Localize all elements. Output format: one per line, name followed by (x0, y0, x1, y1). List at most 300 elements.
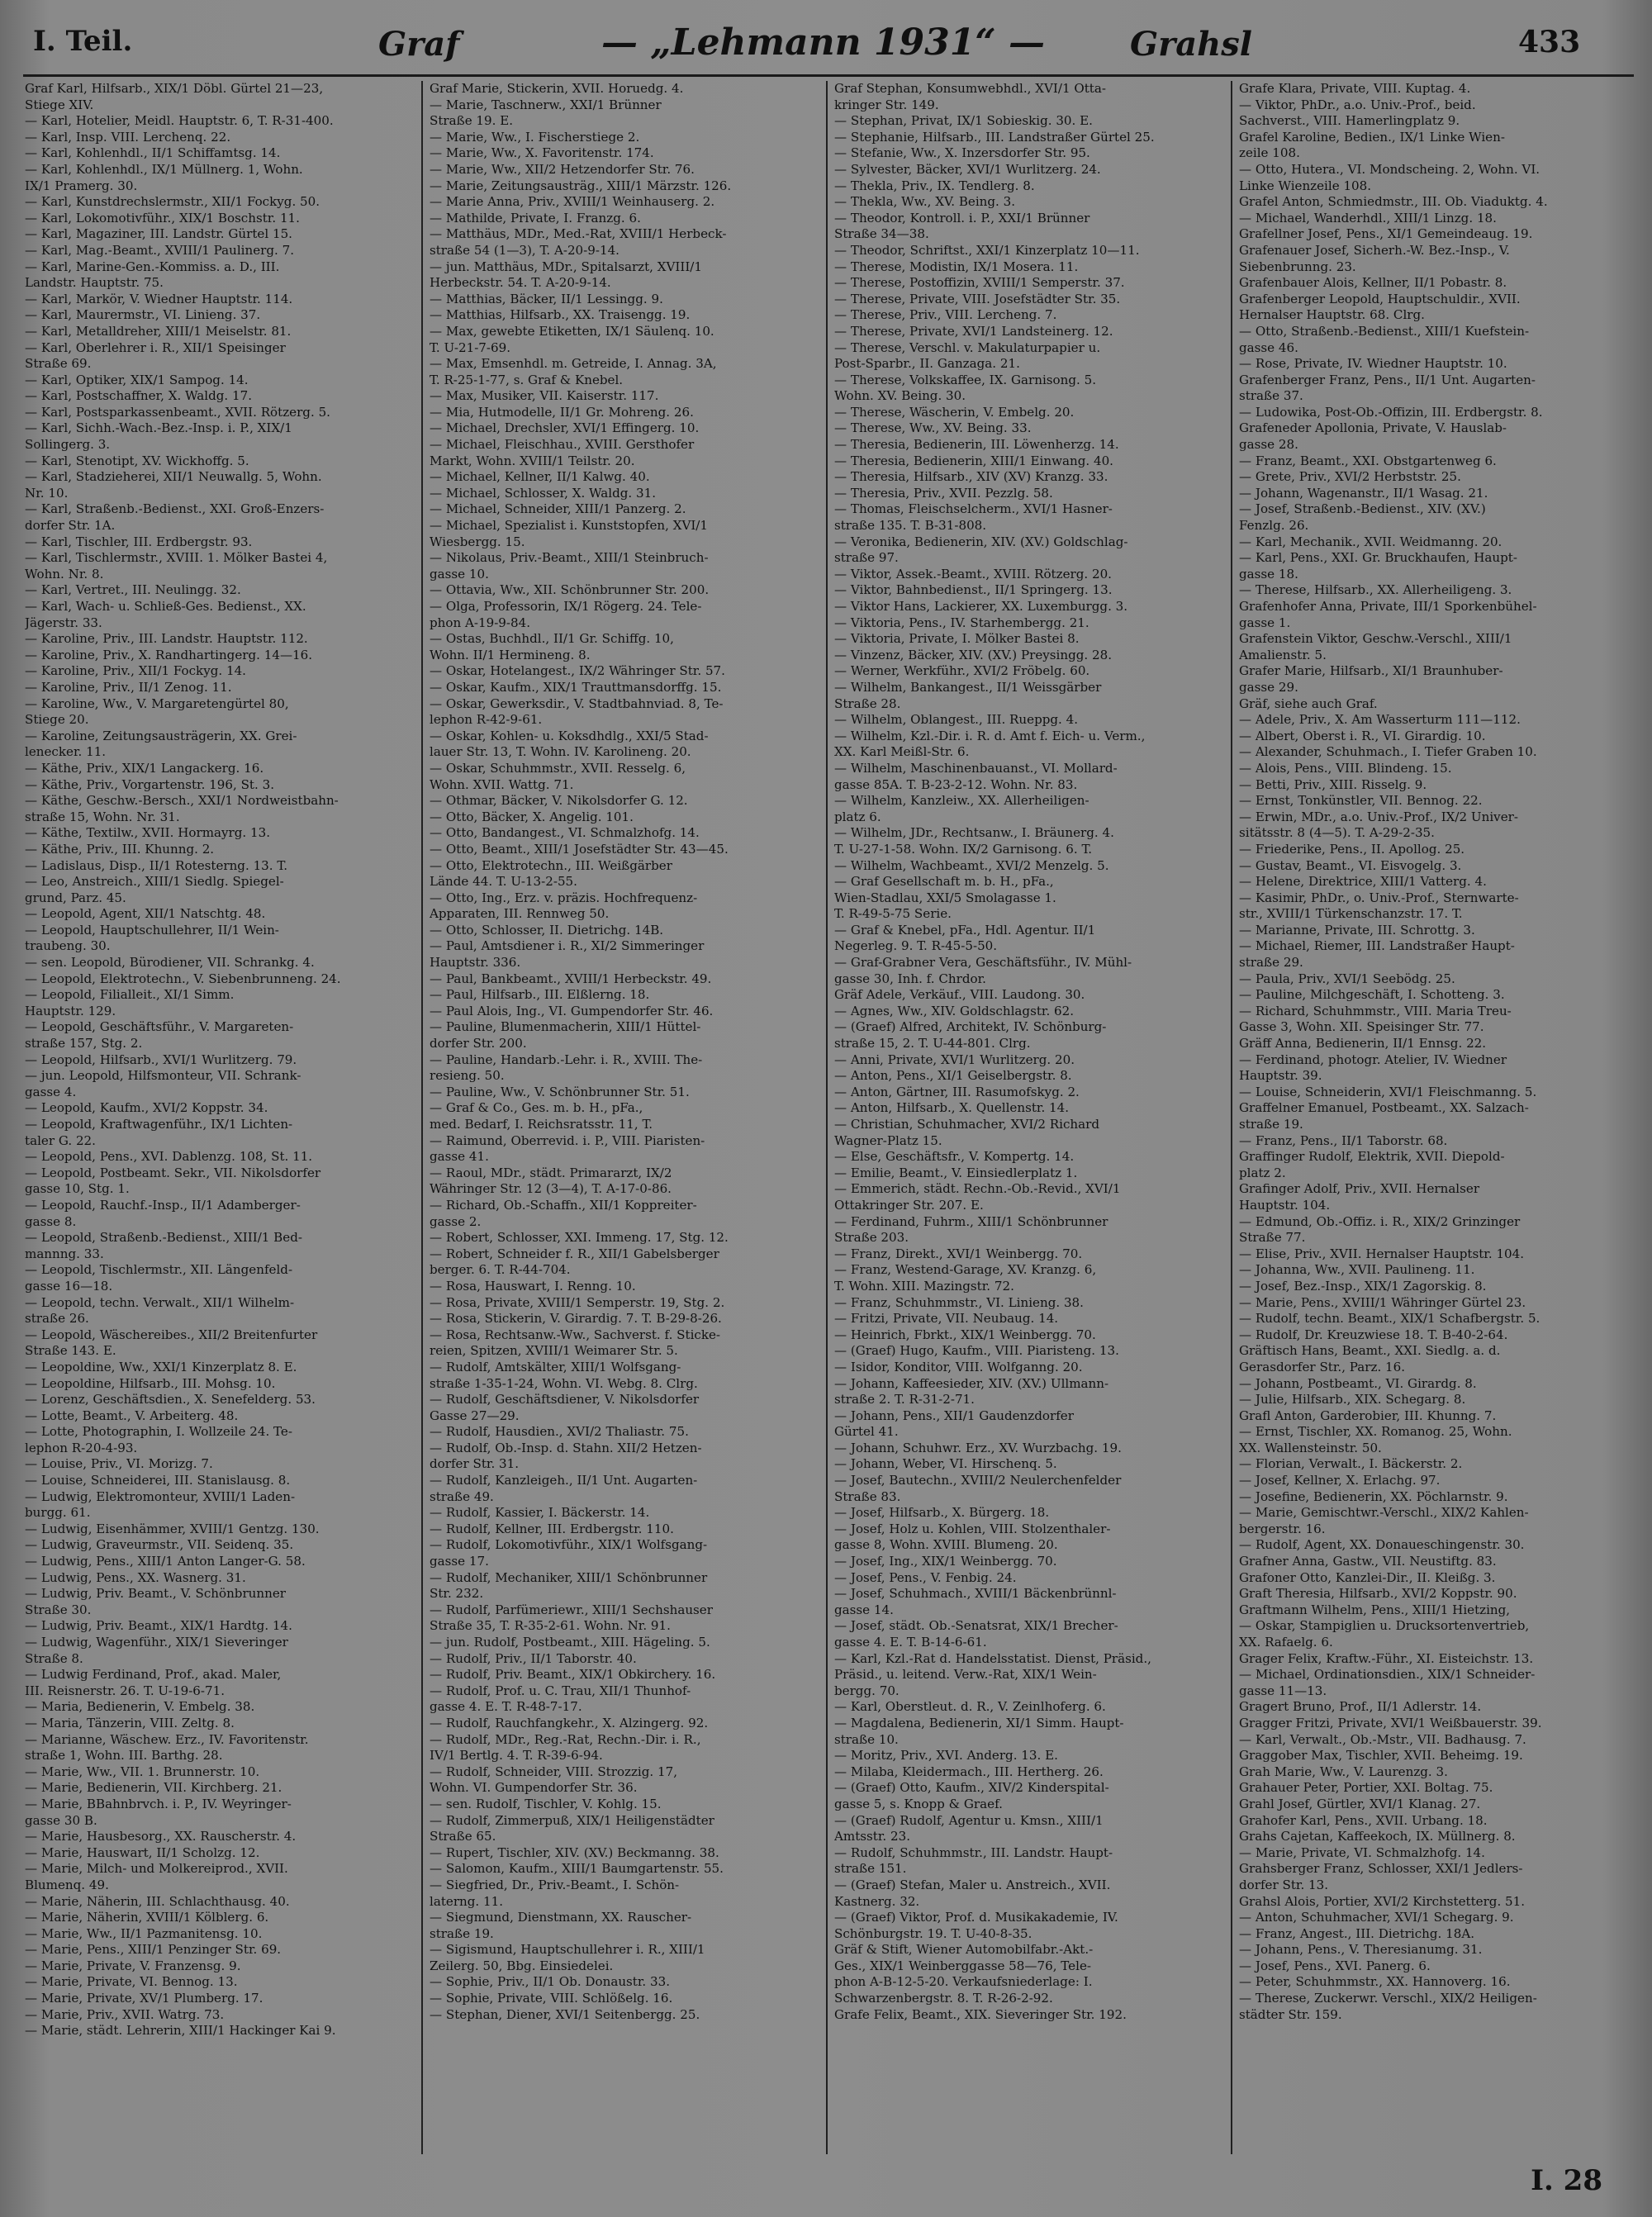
directory-entry-line: Gragger Fritzi, Private, XVI/1 Weißbauerstr. 39. (1239, 1715, 1542, 1730)
directory-entry-line: straße 135. T. B-31-808. (834, 518, 987, 534)
directory-entry-line: Jägerstr. 33. (25, 615, 102, 630)
directory-entry-line: — Karl, Kohlenhdl., IX/1 Müllnerg. 1, Wohn. (25, 161, 303, 177)
directory-entry-line: — Ottavia, Ww., XII. Schönbrunner Str. 200. (430, 582, 710, 598)
directory-entry-line: — (Graef) Hugo, Kaufm., VIII. Piaristeng. 13. (834, 1343, 1119, 1359)
directory-entry-line: Zeilerg. 50, Bbg. Einsiedelei. (430, 1958, 614, 1973)
directory-entry-line: — Rudolf, techn. Beamt., XIX/1 Schafbergstr. 5. (1239, 1311, 1540, 1327)
directory-entry-line: — Karl, Marine-Gen.-Kommiss. a. D., III. (25, 259, 280, 274)
directory-entry-line: — Oskar, Kaufm., XIX/1 Trauttmansdorffg. 15. (430, 679, 722, 695)
directory-entry-line: Wohn. Nr. 8. (25, 566, 104, 582)
directory-entry-line: — Karl, Sichh.-Wach.-Bez.-Insp. i. P., XIX/1 (25, 420, 292, 436)
directory-entry-line: — Karl, Kohlenhdl., II/1 Schiffamtsg. 14. (25, 145, 281, 161)
directory-entry-line: XX. Karl Meißl-Str. 6. (834, 744, 970, 760)
directory-entry-line: — Ludwig, Elektromonteur, XVIII/1 Laden- (25, 1488, 296, 1504)
directory-entry-line: Graftmann Wilhelm, Pens., XIII/1 Hietzing, (1239, 1602, 1511, 1617)
directory-entry-line: — Marie, Private, VI. Schmalzhofg. 14. (1239, 1844, 1485, 1860)
directory-entry-line: — Therese, Ww., XV. Being. 33. (834, 420, 1032, 436)
directory-entry-line: — Leopold, Postbeamt. Sekr., VII. Nikolsdorfer (25, 1165, 321, 1180)
directory-entry-line: — Karoline, Ww., V. Margaretengürtel 80, (25, 695, 289, 711)
directory-entry-line: T. R-25-1-77, s. Graf & Knebel. (430, 372, 624, 387)
directory-entry-line: — Käthe, Textilw., XVII. Hormayrg. 13. (25, 825, 271, 841)
directory-entry-line: — Leopoldine, Ww., XXI/1 Kinzerplatz 8. E. (25, 1359, 297, 1374)
directory-entry-line: — Graf Gesellschaft m. b. H., pFa., (834, 874, 1054, 890)
directory-entry-line: Grafenauer Josef, Sicherh.-W. Bez.-Insp., V. (1239, 242, 1510, 258)
directory-entry-line: straße 10. (834, 1731, 899, 1747)
directory-entry-line: straße 29. (1239, 955, 1303, 971)
directory-entry-line: Grafl Anton, Garderobier, III. Khunng. 7. (1239, 1408, 1497, 1423)
directory-entry-line: — Rudolf, Priv., II/1 Taborstr. 40. (430, 1650, 637, 1666)
directory-entry-line: — Werner, Werkführ., XVI/2 Fröbelg. 60. (834, 663, 1090, 679)
directory-entry-line: Wohn. XVII. Wattg. 71. (430, 776, 574, 792)
directory-entry-line: — Leopold, techn. Verwalt., XII/1 Wilhelm- (25, 1294, 295, 1310)
directory-entry-line: Post-Sparbr., II. Ganzaga. 21. (834, 356, 1020, 372)
directory-entry-line: — jun. Matthäus, MDr., Spitalsarzt, XVIII/1 (430, 259, 702, 274)
directory-entry-line: — Leopold, Wäschereibes., XII/2 Breitenfurter (25, 1327, 318, 1342)
directory-entry-line: — Anton, Pens., XI/1 Geiselbergstr. 8. (834, 1068, 1072, 1084)
directory-entry-line: — Maria, Bedienerin, V. Embelg. 38. (25, 1699, 255, 1715)
directory-entry-line: Grafinger Adolf, Priv., XVII. Hernalser (1239, 1181, 1480, 1197)
directory-entry-line: gasse 46. (1239, 339, 1298, 355)
directory-entry-line: — Michael, Ordinationsdien., XIX/1 Schneider- (1239, 1667, 1536, 1683)
directory-entry-line: straße 19. (1239, 1117, 1303, 1132)
column-2 (430, 81, 819, 2154)
directory-entry-line: — Paul, Bankbeamt., XVIII/1 Herbeckstr. 49. (430, 971, 712, 986)
directory-entry-line: — Karl, Oberstleut. d. R., V. Zeinlhoferg. 6. (834, 1699, 1106, 1715)
directory-entry-line: — Marie, Näherin, III. Schlachthausg. 40. (25, 1893, 290, 1909)
directory-entry-line: Straße 143. E. (25, 1343, 116, 1359)
directory-entry-line: straße 37. (1239, 388, 1303, 404)
directory-entry-line: Straße 83. (834, 1488, 901, 1504)
directory-entry-line: Straße 28. (834, 695, 901, 711)
directory-entry-line: — Emmerich, städt. Rechn.-Ob.-Revid., XVI/1 (834, 1181, 1121, 1197)
directory-entry-line: — Karl, Postschaffner, X. Waldg. 17. (25, 388, 252, 404)
directory-entry-line: T. R-49-5-75 Serie. (834, 906, 952, 922)
directory-entry-line: — Oskar, Schuhmmstr., XVII. Resselg. 6, (430, 760, 686, 776)
directory-entry-line: Lände 44. T. U-13-2-55. (430, 874, 577, 890)
directory-entry-line: — Marie, Private, XV/1 Plumberg. 17. (25, 1991, 263, 2006)
directory-entry-line: Grafe Felix, Beamt., XIX. Sieveringer Str. 192. (834, 2006, 1127, 2022)
directory-entry-line: — Rudolf, Agent, XX. Donaueschingenstr. 30. (1239, 1537, 1525, 1553)
directory-entry-line: — Otto, Beamt., XIII/1 Josefstädter Str. 43—45. (430, 841, 729, 857)
directory-entry-line: — Rudolf, Geschäftsdiener, V. Nikolsdorfer (430, 1392, 700, 1408)
directory-entry-line: Grahs Cajetan, Kaffeekoch, IX. Müllnerg. 8. (1239, 1829, 1516, 1844)
directory-entry-line: bergg. 70. (834, 1683, 900, 1698)
directory-entry-line: — Leopold, Elektrotechn., V. Siebenbrunneng. 24. (25, 971, 341, 986)
directory-entry-line: gasse 8. (25, 1213, 77, 1229)
directory-entry-line: — Karl, Straßenb.-Bedienst., XXI. Groß-Enzers- (25, 501, 325, 517)
directory-entry-line: — Louise, Schneiderin, XVI/1 Fleischmanng. 5. (1239, 1084, 1537, 1099)
directory-entry-line: straße 2. T. R-31-2-71. (834, 1392, 975, 1408)
directory-entry-line: Kastnerg. 32. (834, 1893, 920, 1909)
page-number: 433 (1518, 25, 1581, 59)
directory-entry-line: — Marie, Zeitungsausträg., XIII/1 Märzstr. 126. (430, 178, 732, 193)
directory-entry-line: — Leo, Anstreich., XIII/1 Siedlg. Spiegel- (25, 874, 284, 890)
directory-entry-line: Grafe Klara, Private, VIII. Kuptag. 4. (1239, 81, 1471, 96)
directory-entry-line: — Friederike, Pens., II. Apollog. 25. (1239, 841, 1465, 857)
directory-entry-line: gasse 10, Stg. 1. (25, 1181, 130, 1197)
directory-entry-line: straße 1-35-1-24, Wohn. VI. Webg. 8. Clrg. (430, 1375, 698, 1391)
directory-entry-line: — Helene, Direktrice, XIII/1 Vatterg. 4. (1239, 874, 1487, 890)
directory-entry-line: Gasse 27—29. (430, 1408, 520, 1423)
directory-entry-line: — Siegfried, Dr., Priv.-Beamt., I. Schön- (430, 1877, 680, 1892)
directory-entry-line: — Otto, Straßenb.-Bedienst., XIII/1 Kuefstein- (1239, 323, 1530, 339)
directory-entry-line: gasse 17. (430, 1554, 489, 1569)
directory-entry-line: Grafenberger Leopold, Hauptschuldir., XVII. (1239, 291, 1521, 306)
directory-entry-line: — Leopold, Filialleit., XI/1 Simm. (25, 987, 235, 1003)
directory-entry-line: — Wilhelm, Kzl.-Dir. i. R. d. Amt f. Eich- u. Verm., (834, 728, 1146, 743)
directory-entry-line: — Josef, Kellner, X. Erlachg. 97. (1239, 1473, 1441, 1488)
directory-entry-line: — Marie, Private, VI. Bennog. 13. (25, 1974, 238, 1990)
directory-entry-line: — Franz, Angest., III. Dietrichg. 18A. (1239, 1925, 1475, 1941)
directory-entry-line: Sachverst., VIII. Hamerlingplatz 9. (1239, 113, 1460, 129)
directory-entry-line: — Michael, Kellner, II/1 Kalwg. 40. (430, 469, 650, 485)
directory-entry-line: resieng. 50. (430, 1068, 505, 1084)
directory-entry-line: — Pauline, Milchgeschäft, I. Schotteng. 3. (1239, 987, 1505, 1003)
directory-entry-line: — Rudolf, Schneider, VIII. Strozzig. 17, (430, 1764, 678, 1779)
directory-entry-line: — Matthias, Hilfsarb., XX. Traisengg. 19. (430, 307, 691, 323)
directory-entry-line: — Peter, Schuhmmstr., XX. Hannoverg. 16. (1239, 1974, 1511, 1990)
directory-entry-line: sitätsstr. 8 (4—5). T. A-29-2-35. (1239, 825, 1435, 841)
directory-entry-line: Str. 232. (430, 1586, 484, 1602)
directory-entry-line: — jun. Leopold, Hilfsmonteur, VII. Schrank- (25, 1068, 301, 1084)
directory-entry-line: straße 151. (834, 1861, 907, 1877)
directory-entry-line: — Rudolf, Kellner, III. Erdbergstr. 110. (430, 1521, 674, 1536)
directory-entry-line: — Rupert, Tischler, XIV. (XV.) Beckmanng. 38. (430, 1844, 719, 1860)
directory-entry-line: — Paul, Hilfsarb., III. Elßlerng. 18. (430, 987, 650, 1003)
directory-entry-line: bergerstr. 16. (1239, 1521, 1326, 1536)
directory-entry-line: — Oskar, Gewerksdir., V. Stadtbahnviad. 8, Te- (430, 695, 724, 711)
directory-entry-line: — Raoul, MDr., städt. Primararzt, IX/2 (430, 1165, 672, 1180)
directory-entry-line: — (Graef) Alfred, Architekt, IV. Schönburg- (834, 1019, 1107, 1035)
directory-entry-line: grund, Parz. 45. (25, 890, 126, 905)
directory-entry-line: Sollingerg. 3. (25, 437, 111, 453)
directory-entry-line: — Anton, Hilfsarb., X. Quellenstr. 14. (834, 1100, 1070, 1116)
directory-entry-line: — Theresia, Hilfsarb., XIV (XV) Kranzg. 33. (834, 469, 1108, 485)
directory-entry-line: — Theresia, Bedienerin, XIII/1 Einwang. 40. (834, 453, 1113, 468)
directory-entry-line: — Käthe, Priv., XIX/1 Langackerg. 16. (25, 760, 264, 776)
directory-entry-line: — Anni, Private, XVI/1 Wurlitzerg. 20. (834, 1052, 1075, 1067)
directory-entry-line: — Wilhelm, Oblangest., III. Rueppg. 4. (834, 712, 1079, 728)
directory-entry-line: — Christian, Schuhmacher, XVI/2 Richard (834, 1117, 1100, 1132)
directory-entry-line: — Otto, Schlosser, II. Dietrichg. 14B. (430, 922, 664, 938)
column-1 (25, 81, 415, 2154)
directory-entry-line: — Viktor, PhDr., a.o. Univ.-Prof., beid. (1239, 97, 1476, 112)
directory-entry-line: — Rudolf, Hausdien., XVI/2 Thaliastr. 75. (430, 1424, 689, 1440)
directory-entry-line: — Thomas, Fleischselcherm., XVI/1 Hasner- (834, 501, 1113, 517)
directory-entry-line: — Johann, Wagenanstr., II/1 Wasag. 21. (1239, 485, 1488, 501)
directory-entry-line: — Franz, Schuhmmstr., VI. Linieng. 38. (834, 1294, 1084, 1310)
directory-entry-line: Ges., XIX/1 Weinberggasse 58—76, Tele- (834, 1958, 1091, 1973)
directory-entry-line: — Marianne, Wäschew. Erz., IV. Favoritenstr. (25, 1731, 309, 1747)
directory-entry-line: Grahofer Karl, Pens., XVII. Urbang. 18. (1239, 1812, 1488, 1828)
directory-entry-line: — Karoline, Zeitungsausträgerin, XX. Grei- (25, 728, 297, 743)
directory-entry-line: — Betti, Priv., XIII. Risselg. 9. (1239, 776, 1427, 792)
directory-entry-line: — Therese, Wäscherin, V. Embelg. 20. (834, 404, 1075, 420)
directory-entry-line: Herbeckstr. 54. T. A-20-9-14. (430, 275, 611, 291)
directory-entry-line: — Wilhelm, JDr., Rechtsanw., I. Bräunerg. 4. (834, 825, 1114, 841)
directory-entry-line: — Marie Anna, Priv., XVIII/1 Weinhauserg. 2. (430, 194, 715, 210)
directory-entry-line: — Vinzenz, Bäcker, XIV. (XV.) Preysingg. 28. (834, 647, 1112, 662)
directory-entry-line: — Karl, Verwalt., Ob.-Mstr., VII. Badhausg. 7. (1239, 1731, 1526, 1747)
directory-entry-line: phon A-B-12-5-20. Verkaufsniederlage: I. (834, 1974, 1093, 1990)
directory-entry-line: — Sylvester, Bäcker, XVI/1 Wurlitzerg. 24. (834, 161, 1101, 177)
directory-entry-line: — Nikolaus, Priv.-Beamt., XIII/1 Steinbruch- (430, 550, 709, 566)
directory-entry-line: Fenzlg. 26. (1239, 518, 1309, 534)
directory-entry-line: Wohn. VI. Gumpendorfer Str. 36. (430, 1780, 638, 1796)
directory-entry-line: — Rosa, Private, XVIII/1 Semperstr. 19, Stg. 2. (430, 1294, 725, 1310)
directory-entry-line: — Ladislaus, Disp., II/1 Rotesterng. 13. T. (25, 857, 288, 873)
directory-entry-line: — Ferdinand, photogr. Atelier, IV. Wiedner (1239, 1052, 1507, 1067)
directory-entry-line: Gräf & Stift, Wiener Automobilfabr.-Akt.- (834, 1942, 1094, 1958)
directory-entry-line: Amalienstr. 5. (1239, 647, 1327, 662)
directory-entry-line: platz 2. (1239, 1165, 1286, 1180)
directory-entry-line: — Marie, Bedienerin, VII. Kirchberg. 21. (25, 1780, 282, 1796)
directory-entry-line: — Mia, Hutmodelle, II/1 Gr. Mohreng. 26. (430, 404, 694, 420)
directory-entry-line: mannng. 33. (25, 1246, 104, 1261)
directory-entry-line: Linke Wienzeile 108. (1239, 178, 1372, 193)
directory-entry-line: Graffelner Emanuel, Postbeamt., XX. Salzach- (1239, 1100, 1529, 1116)
directory-entry-line: Grafner Anna, Gastw., VII. Neustiftg. 83. (1239, 1554, 1497, 1569)
directory-entry-line: — Rudolf, Parfümeriewr., XIII/1 Sechshauser (430, 1602, 713, 1617)
directory-entry-line: — Theresia, Bedienerin, III. Löwenherzg. 14. (834, 437, 1119, 453)
directory-entry-line: — Leopold, Tischlermstr., XII. Längenfeld- (25, 1262, 293, 1278)
directory-entry-line: — Rudolf, Kassier, I. Bäckerstr. 14. (430, 1505, 650, 1521)
directory-entry-line: — Karl, Markör, V. Wiedner Hauptstr. 114. (25, 291, 293, 306)
directory-entry-line: — Sophie, Private, VIII. Schlößelg. 16. (430, 1991, 673, 2006)
directory-entry-line: — Louise, Schneiderei, III. Stanislausg. 8. (25, 1473, 291, 1488)
guide-word-first: Graf (378, 25, 460, 64)
directory-entry-line: — Franz, Westend-Garage, XV. Kranzg. 6, (834, 1262, 1097, 1278)
directory-entry-line: — Karl, Mechanik., XVII. Weidmanng. 20. (1239, 534, 1502, 549)
directory-entry-line: Graf Marie, Stickerin, XVII. Horuedg. 4. (430, 81, 684, 96)
directory-entry-line: — Theodor, Schriftst., XXI/1 Kinzerplatz 10—11. (834, 242, 1140, 258)
directory-entry-line: — Michael, Spezialist i. Kunststopfen, XVI/1 (430, 518, 708, 534)
directory-entry-line: — Franz, Pens., II/1 Taborstr. 68. (1239, 1132, 1448, 1148)
directory-entry-line: — Ernst, Tischler, XX. Romanog. 25, Wohn. (1239, 1424, 1512, 1440)
directory-entry-line: lauer Str. 13, T. Wohn. IV. Karolineng. 20. (430, 744, 691, 760)
directory-entry-line: — Leopold, Hilfsarb., XVI/1 Wurlitzerg. 79. (25, 1052, 297, 1067)
directory-entry-line: — Josef, städt. Ob.-Senatsrat, XIX/1 Brecher- (834, 1618, 1118, 1634)
directory-entry-line: — jun. Rudolf, Postbeamt., XIII. Hägeling. 5. (430, 1635, 710, 1650)
directory-entry-line: — Marie, Pens., XIII/1 Penzinger Str. 69. (25, 1942, 282, 1958)
directory-entry-line: — Marie, Taschnerw., XXI/1 Brünner (430, 97, 662, 112)
directory-entry-line: Gräff Anna, Bedienerin, II/1 Ennsg. 22. (1239, 1036, 1487, 1052)
directory-entry-line: Ottakringer Str. 207. E. (834, 1197, 984, 1213)
directory-entry-line: — Leopoldine, Hilfsarb., III. Mohsg. 10. (25, 1375, 276, 1391)
directory-entry-line: — Karl, Maurermstr., VI. Linieng. 37. (25, 307, 261, 323)
directory-entry-line: — Marie, Ww., I. Fischerstiege 2. (430, 129, 640, 145)
directory-title: — „Lehmann 1931“ — (601, 21, 1046, 64)
directory-entry-line: — Robert, Schneider f. R., XII/1 Gabelsberger (430, 1246, 719, 1261)
directory-entry-line: straße 1, Wohn. III. Barthg. 28. (25, 1748, 223, 1764)
directory-entry-line: — Wilhelm, Kanzleiw., XX. Allerheiligen- (834, 793, 1089, 809)
directory-entry-line: — Josef, Pens., V. Fenbig. 24. (834, 1569, 1017, 1585)
directory-entry-line: — Karoline, Priv., III. Landstr. Hauptstr. 112. (25, 631, 308, 647)
directory-entry-line: — Max, Musiker, VII. Kaiserstr. 117. (430, 388, 659, 404)
directory-entry-line: — Rosa, Rechtsanw.-Ww., Sachverst. f. Sticke- (430, 1327, 721, 1342)
directory-entry-line: gasse 10. (430, 566, 489, 582)
directory-entry-line: — Therese, Zuckerwr. Verschl., XIX/2 Heiligen- (1239, 1991, 1537, 2006)
directory-entry-line: — Siegmund, Dienstmann, XX. Rauscher- (430, 1910, 692, 1925)
directory-entry-line: — Käthe, Geschw.-Bersch., XXI/1 Nordweistbahn- (25, 793, 339, 809)
directory-entry-line: — Otto, Elektrotechn., III. Weißgärber (430, 857, 672, 873)
directory-entry-line: — Viktoria, Pens., IV. Starhembergg. 21. (834, 615, 1089, 630)
directory-entry-line: — Alexander, Schuhmach., I. Tiefer Graben 10. (1239, 744, 1537, 760)
directory-entry-line: Wiesbergg. 15. (430, 534, 525, 549)
directory-entry-line: — Viktor Hans, Lackierer, XX. Luxemburgg. 3. (834, 599, 1128, 614)
directory-entry-line: straße 19. (430, 1925, 494, 1941)
directory-entry-line: — Louise, Priv., VI. Morizg. 7. (25, 1456, 213, 1472)
directory-entry-line: — Marie, Ww., XII/2 Hetzendorfer Str. 76. (430, 161, 695, 177)
directory-entry-line: Straße 8. (25, 1650, 83, 1666)
directory-entry-line: Grafenstein Viktor, Geschw.-Verschl., XIII/1 (1239, 631, 1512, 647)
directory-entry-line: gasse 1. (1239, 615, 1291, 630)
directory-entry-line: — Matthäus, MDr., Med.-Rat, XVIII/1 Herbeck- (430, 226, 727, 242)
directory-entry-line: taler G. 22. (25, 1132, 96, 1148)
directory-entry-line: Gerasdorfer Str., Parz. 16. (1239, 1359, 1406, 1374)
directory-entry-line: — Edmund, Ob.-Offiz. i. R., XIX/2 Grinzinger (1239, 1213, 1521, 1229)
directory-entry-line: — Anton, Gärtner, III. Rasumofskyg. 2. (834, 1084, 1080, 1099)
directory-entry-line: — Lorenz, Geschäftsdien., X. Senefelderg. 53. (25, 1392, 316, 1408)
directory-entry-line: — Franz, Direkt., XVI/1 Weinbergg. 70. (834, 1246, 1083, 1261)
directory-entry-line: lenecker. 11. (25, 744, 107, 760)
directory-entry-line: Stiege XIV. (25, 97, 94, 112)
directory-entry-line: — Viktoria, Private, I. Mölker Bastei 8. (834, 631, 1080, 647)
directory-entry-line: — Johann, Postbeamt., VI. Girardg. 8. (1239, 1375, 1477, 1391)
directory-entry-line: — Michael, Wanderhdl., XIII/1 Linzg. 18. (1239, 210, 1497, 225)
directory-entry-line: — Richard, Schuhmmstr., VIII. Maria Treu- (1239, 1003, 1512, 1018)
directory-entry-line: — Rudolf, Amtskälter, XIII/1 Wolfsgang- (430, 1359, 681, 1374)
directory-entry-line: — Rudolf, MDr., Reg.-Rat, Rechn.-Dir. i. R., (430, 1731, 701, 1747)
directory-entry-line: — Therese, Private, XVI/1 Landsteinerg. 12. (834, 323, 1113, 339)
directory-entry-line: — Therese, Postoffizin, XVIII/1 Semperstr. 37. (834, 275, 1125, 291)
directory-entry-line: — Rudolf, Rauchfangkehr., X. Alzingerg. 92. (430, 1715, 709, 1730)
directory-entry-line: gasse 29. (1239, 679, 1298, 695)
directory-entry-line: — Otto, Ing., Erz. v. präzis. Hochfrequenz- (430, 890, 698, 905)
directory-entry-line: — Karl, Kzl.-Rat d. Handelsstatist. Dienst, Präsid., (834, 1650, 1151, 1666)
directory-entry-line: — Marie, Gemischtwr.-Verschl., XIX/2 Kahlen- (1239, 1505, 1529, 1521)
directory-entry-line: — Olga, Professorin, IX/1 Rögerg. 24. Tele- (430, 599, 702, 614)
directory-entry-line: — Rudolf, Kanzleigeh., II/1 Unt. Augarten- (430, 1473, 698, 1488)
directory-entry-line: — Karl, Pens., XXI. Gr. Bruckhaufen, Haupt- (1239, 550, 1517, 566)
directory-entry-line: — (Graef) Stefan, Maler u. Anstreich., XVII. (834, 1877, 1111, 1892)
directory-entry-line: — Pauline, Handarb.-Lehr. i. R., XVIII. The- (430, 1052, 703, 1067)
directory-entry-line: — Karl, Insp. VIII. Lerchenq. 22. (25, 129, 231, 145)
directory-entry-line: — Pauline, Ww., V. Schönbrunner Str. 51. (430, 1084, 690, 1099)
directory-entry-line: — Rudolf, Schuhmmstr., III. Landstr. Haupt- (834, 1844, 1113, 1860)
directory-entry-line: — Karl, Hotelier, Meidl. Hauptstr. 6, T. R-31-400. (25, 113, 334, 129)
directory-entry-line: — Rudolf, Zimmerpuß, XIX/1 Heiligenstädter (430, 1812, 714, 1828)
directory-entry-line: — Rudolf, Prof. u. C. Trau, XII/1 Thunhof- (430, 1683, 691, 1698)
directory-entry-line: — Michael, Schneider, XIII/1 Panzerg. 2. (430, 501, 686, 517)
directory-entry-line: Grafel Anton, Schmiedmstr., III. Ob. Viaduktg. 4. (1239, 194, 1548, 210)
directory-entry-line: — Karl, Kunstdrechslermstr., XII/1 Fockyg. 50. (25, 194, 320, 210)
directory-entry-line: — Karl, Lokomotivführ., XIX/1 Boschstr. 11. (25, 210, 300, 225)
directory-entry-line: — Karl, Oberlehrer i. R., XII/1 Speisinger (25, 339, 286, 355)
directory-entry-line: Gragert Bruno, Prof., II/1 Adlerstr. 14. (1239, 1699, 1482, 1715)
directory-entry-line: — Ludwig Ferdinand, Prof., akad. Maler, (25, 1667, 282, 1683)
directory-entry-line: Schwarzenbergstr. 8. T. R-26-2-92. (834, 1991, 1053, 2006)
directory-entry-line: — Karl, Stenotipt, XV. Wickhoffg. 5. (25, 453, 249, 468)
directory-entry-line: Straße 203. (834, 1230, 909, 1246)
entry-columns (25, 81, 1631, 2154)
directory-entry-line: Grahl Josef, Gürtler, XVI/1 Klanag. 27. (1239, 1796, 1481, 1811)
directory-entry-line: — Sigismund, Hauptschullehrer i. R., XIII/1 (430, 1942, 705, 1958)
directory-entry-line: Siebenbrunng. 23. (1239, 259, 1356, 274)
directory-entry-line: — Karl, Vertret., III. Neulingg. 32. (25, 582, 241, 598)
directory-entry-line: — Alois, Pens., VIII. Blindeng. 15. (1239, 760, 1452, 776)
directory-entry-line: — Josefine, Bedienerin, XX. Pöchlarnstr. 9. (1239, 1488, 1508, 1504)
directory-entry-line: — Gustav, Beamt., VI. Eisvogelg. 3. (1239, 857, 1462, 873)
directory-entry-line: Straße 35, T. R-35-2-61. Wohn. Nr. 91. (430, 1618, 671, 1634)
directory-entry-line: — Karl, Wach- u. Schließ-Ges. Bedienst., XX. (25, 599, 306, 614)
directory-entry-line: — Josef, Bautechn., XVIII/2 Neulerchenfelder (834, 1473, 1122, 1488)
directory-entry-line: — Franz, Beamt., XXI. Obstgartenweg 6. (1239, 453, 1497, 468)
directory-entry-line: — Oskar, Stampiglien u. Drucksortenvertrieb, (1239, 1618, 1530, 1634)
directory-entry-line: — Ludwig, Eisenhämmer, XVIII/1 Gentzg. 130. (25, 1521, 320, 1536)
directory-entry-line: Grafellner Josef, Pens., XI/1 Gemeindeaug. 19. (1239, 226, 1533, 242)
directory-entry-line: — Graf-Grabner Vera, Geschäftsführ., IV. Mühl- (834, 955, 1132, 971)
directory-entry-line: III. Reisnerstr. 26. T. U-19-6-71. (25, 1683, 225, 1698)
directory-entry-line: — Johann, Pens., V. Theresianumg. 31. (1239, 1942, 1483, 1958)
directory-entry-line: — Stephan, Privat, IX/1 Sobieskig. 30. E. (834, 113, 1093, 129)
directory-entry-line: straße 26. (25, 1311, 89, 1327)
directory-entry-line: Markt, Wohn. XVIII/1 Teilstr. 20. (430, 453, 635, 468)
directory-entry-line: — Lotte, Photographin, I. Wollzeile 24. Te- (25, 1424, 292, 1440)
directory-entry-line: — Johann, Weber, VI. Hirschenq. 5. (834, 1456, 1057, 1472)
directory-entry-line: — Rosa, Stickerin, V. Girardig. 7. T. B-29-8-26. (430, 1311, 722, 1327)
column-divider (421, 81, 423, 2154)
directory-entry-line: — Leopold, Pens., XVI. Dablenzg. 108, St. 11. (25, 1149, 313, 1165)
directory-entry-line: Graggober Max, Tischler, XVII. Beheimg. 19. (1239, 1748, 1523, 1764)
directory-entry-line: — Graf & Co., Ges. m. b. H., pFa., (430, 1100, 643, 1116)
directory-entry-line: IX/1 Pramerg. 30. (25, 178, 138, 193)
directory-entry-line: — Ferdinand, Fuhrm., XIII/1 Schönbrunner (834, 1213, 1108, 1229)
directory-entry-line: Hauptstr. 39. (1239, 1068, 1322, 1084)
directory-entry-line: — Michael, Drechsler, XVI/1 Effingerg. 10. (430, 420, 700, 436)
directory-entry-line: — Josef, Schuhmach., XVIII/1 Bäckenbrünnl- (834, 1586, 1117, 1602)
directory-entry-line: — Stephan, Diener, XVI/1 Seitenbergg. 25. (430, 2006, 700, 2022)
directory-entry-line: Hauptstr. 129. (25, 1003, 116, 1018)
directory-entry-line: lephon R-20-4-93. (25, 1440, 138, 1455)
directory-entry-line: — Marie, Hausbesorg., XX. Rauscherstr. 4. (25, 1829, 297, 1844)
directory-entry-line: — Karl, Tischler, III. Erdbergstr. 93. (25, 534, 253, 549)
directory-entry-line: — Rudolf, Lokomotivführ., XIX/1 Wolfsgang- (430, 1537, 708, 1553)
directory-entry-line: Grafel Karoline, Bedien., IX/1 Linke Wien- (1239, 129, 1505, 145)
directory-entry-line: Straße 34—38. (834, 226, 929, 242)
directory-entry-line: Wien-Stadlau, XXI/5 Smolagasse 1. (834, 890, 1056, 905)
directory-entry-line: — Erwin, MDr., a.o. Univ.-Prof., IX/2 Univer- (1239, 809, 1518, 824)
directory-entry-line: — Marie, Priv., XVII. Watrg. 73. (25, 2006, 225, 2022)
directory-entry-line: — Oskar, Hotelangest., IX/2 Währinger Str. 57. (430, 663, 725, 679)
directory-entry-line: — Michael, Schlosser, X. Waldg. 31. (430, 485, 657, 501)
directory-entry-line: Währinger Str. 12 (3—4), T. A-17-0-86. (430, 1181, 672, 1197)
directory-entry-line: — Raimund, Oberrevid. i. P., VIII. Piaristen- (430, 1132, 705, 1148)
directory-entry-line: — Thekla, Ww., XV. Being. 3. (834, 194, 1016, 210)
directory-entry-line: Wagner-Platz 15. (834, 1132, 942, 1148)
directory-entry-line: — Paula, Priv., XVI/1 Seebödg. 25. (1239, 971, 1455, 986)
directory-entry-line: — (Graef) Rudolf, Agentur u. Kmsn., XIII/1 (834, 1812, 1104, 1828)
directory-entry-line: — Ostas, Buchhdl., II/1 Gr. Schiffg. 10, (430, 631, 674, 647)
directory-entry-line: — Max, gewebte Etiketten, IX/1 Säulenq. 10. (430, 323, 714, 339)
directory-entry-line: — Josef, Holz u. Kohlen, VIII. Stolzenthaler- (834, 1521, 1111, 1536)
directory-entry-line: Graft Theresia, Hilfsarb., XVI/2 Koppstr. 90. (1239, 1586, 1517, 1602)
directory-entry-line: gasse 30 B. (25, 1812, 97, 1828)
directory-entry-line: Negerleg. 9. T. R-45-5-50. (834, 938, 998, 954)
directory-entry-line: — Marie, BBahnbrvch. i. P., IV. Weyringer- (25, 1796, 292, 1811)
directory-entry-line: Wohn. II/1 Hermineng. 8. (430, 647, 591, 662)
directory-entry-line: — Moritz, Priv., XVI. Anderg. 13. E. (834, 1748, 1058, 1764)
